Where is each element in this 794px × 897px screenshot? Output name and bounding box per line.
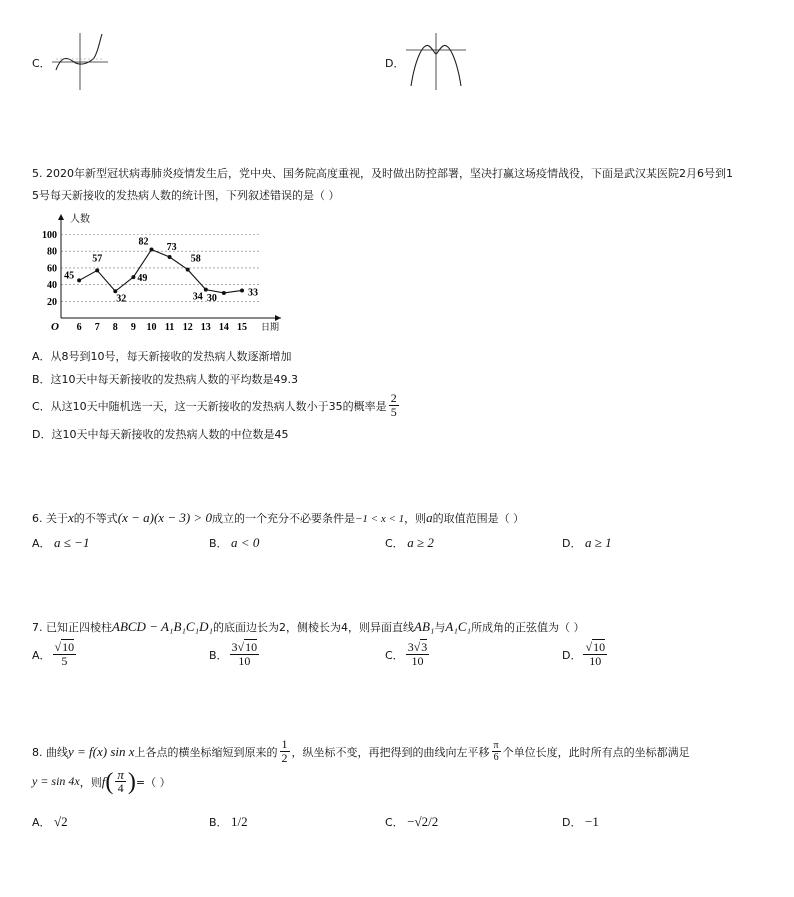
x-tick-label: 13	[200, 322, 211, 333]
data-label: 34	[192, 291, 203, 303]
q8-option-c-value: −√2/2	[407, 814, 439, 829]
q8-option-c	[385, 814, 438, 830]
y-tick-label: 100	[42, 230, 57, 241]
data-point	[222, 291, 226, 295]
q8-equation: y = sin 4x	[32, 774, 80, 788]
q7-option-d-rad: 10	[593, 640, 606, 654]
q5-option-d: D．这10天中每天新接收的发热病人数的中位数是45	[32, 428, 289, 441]
q7-option-b	[209, 641, 261, 668]
q8-stem-mid2: ，纵坐标不变，再把得到的曲线向左平移	[291, 745, 490, 759]
q8-option-d	[562, 814, 599, 830]
q5-stem-line1: 5. 2020年新型冠状病毒肺炎疫情发生后，党中央、国务院高度重视，及时做出防控部署，坚决打赢这场疫情战役，下面是武汉某医院2月6号到1	[32, 167, 733, 180]
q8-arg-num: π	[117, 767, 124, 782]
x-tick-label: 14	[218, 322, 229, 333]
q7-line-ab1: AB₁	[414, 619, 435, 634]
q7-option-d-fraction: $\frac{√10}{10}$	[585, 640, 606, 668]
y-tick-label: 40	[47, 280, 57, 292]
q8-stem-line1	[32, 738, 690, 765]
x-tick-label: 6	[76, 322, 82, 333]
q7-option-b-rad: 10	[245, 640, 258, 654]
q8-arg-fraction	[115, 768, 126, 795]
q7-prism: ABCD − A₁B₁C₁D₁	[112, 619, 213, 634]
q7-stem-mid: 的底面边长为2，侧棱长为4，则异面直线	[213, 621, 414, 634]
q8-shift-num: π	[493, 740, 499, 751]
q6-stem-mid: 的不等式	[73, 512, 118, 525]
q7-line-a1c1: A₁C₁	[445, 619, 472, 634]
q5-option-c-fraction	[389, 392, 399, 419]
data-label: 32	[116, 293, 127, 305]
q8-left-paren: (	[105, 768, 114, 795]
x-tick-label: 7	[94, 322, 100, 333]
q8-line2-mid: ，则	[79, 775, 102, 789]
q8-option-a-value: √2	[54, 814, 68, 829]
q6-option-a	[32, 535, 89, 551]
q4-option-c-label: C．	[32, 57, 51, 70]
data-point	[77, 278, 81, 282]
q7-option-c-fraction: $\frac{3√3}{10}$	[407, 640, 428, 668]
q7-option-b-den: 10	[238, 654, 251, 668]
q7-option-c	[385, 641, 431, 668]
q5-line-chart	[30, 210, 290, 335]
data-point	[131, 275, 135, 279]
q8-half-den: 2	[281, 751, 288, 765]
x-axis-title: 日期	[261, 322, 280, 332]
y-axis-arrow	[58, 214, 64, 220]
q8-arg-den: 4	[117, 781, 124, 795]
q5-option-c-text: C．从这10天中随机选一天，这一天新接收的发热病人数小于35的概率是	[32, 399, 387, 413]
q7-option-a-den: 5	[61, 654, 68, 668]
q8-curve: y = f(x) sin x	[68, 743, 135, 759]
q5-option-a: A．从8号到10号，每天新接收的发热病人数逐渐增加	[32, 350, 292, 363]
q7-option-d-label: D．	[562, 648, 582, 662]
q6-option-c	[385, 535, 434, 551]
q8-stem-mid: 上各点的横坐标缩短到原来的	[134, 745, 278, 759]
q6-option-a-value: a ≤ −1	[54, 535, 90, 550]
q7-option-c-label: C．	[385, 648, 404, 662]
series-line	[79, 250, 242, 293]
q7-option-b-fraction: $\frac{3√10}{10}$	[231, 640, 258, 668]
q6-stem-mid2: 成立的一个充分不必要条件是	[211, 512, 355, 525]
x-axis-arrow	[275, 315, 281, 321]
q6-var-x: x	[68, 510, 74, 525]
data-label: 58	[190, 253, 201, 265]
q7-option-c-coef: 3	[407, 640, 414, 654]
q6-option-a-label: A．	[32, 537, 51, 550]
q7-option-a-rad: 10	[62, 640, 75, 654]
x-tick-label: 11	[164, 322, 175, 333]
q7-option-a	[32, 641, 78, 668]
data-label: 33	[248, 287, 258, 299]
q4-option-c-graph	[48, 30, 110, 92]
q8-option-b-label: B．	[209, 816, 228, 829]
q4-option-d-graph	[403, 30, 469, 92]
data-label: 49	[137, 273, 148, 285]
q6-option-d-value: a ≥ 1	[584, 535, 612, 550]
q8-half-num: 1	[281, 737, 288, 751]
q8-shift-fraction	[492, 740, 501, 763]
q7-option-d	[562, 641, 609, 668]
q6-option-b-label: B．	[209, 537, 228, 550]
q8-option-b	[209, 814, 248, 830]
q6-stem-prefix: 6. 关于	[32, 512, 68, 525]
q7-option-a-fraction: $\frac{√10}{5}$	[54, 640, 75, 668]
q8-half-fraction	[280, 738, 290, 765]
q6-stem	[32, 510, 524, 526]
q8-shift-den: 6	[493, 752, 499, 763]
y-axis-title: 人数	[70, 214, 90, 225]
q8-stem-line2	[32, 768, 171, 795]
q8-stem-prefix: 8. 曲线	[32, 745, 68, 759]
y-tick-label: 60	[47, 263, 57, 275]
q7-option-c-rad: 3	[421, 640, 428, 654]
q8-option-a-label: A．	[32, 816, 51, 829]
data-label: 30	[206, 292, 217, 304]
y-tick-label: 80	[47, 246, 57, 258]
q6-option-c-value: a ≥ 2	[407, 535, 434, 550]
data-point	[95, 268, 99, 272]
q7-stem-prefix: 7. 已知正四棱柱	[32, 621, 112, 634]
q4-option-d-label: D．	[385, 57, 405, 70]
q8-f: f	[101, 773, 106, 789]
q8-option-a	[32, 814, 68, 830]
q5-option-c-frac-den: 5	[390, 405, 397, 419]
q6-option-d	[562, 535, 612, 551]
q6-option-b-value: a < 0	[231, 535, 260, 550]
q5-option-c	[32, 392, 401, 419]
q8-option-c-label: C．	[385, 816, 404, 829]
data-point	[186, 268, 190, 272]
data-point	[150, 248, 154, 252]
q6-condition: −1 < x < 1	[354, 513, 405, 525]
q7-option-a-label: A．	[32, 648, 51, 662]
q7-stem	[32, 619, 585, 635]
data-point	[168, 255, 172, 259]
q7-stem-end: 所成角的正弦值为（ ）	[471, 621, 585, 634]
data-label: 45	[64, 270, 75, 282]
q8-option-d-label: D．	[562, 816, 582, 829]
q6-stem-end: 的取值范围是（ ）	[432, 512, 525, 525]
q6-option-c-label: C．	[385, 537, 404, 550]
q7-stem-and: 与	[434, 621, 446, 634]
q7-option-c-den: 10	[411, 654, 424, 668]
q7-option-b-coef: 3	[231, 640, 238, 654]
data-label: 57	[92, 253, 103, 265]
x-tick-label: 15	[237, 322, 247, 333]
data-label: 73	[166, 242, 177, 254]
data-point	[240, 288, 244, 292]
q7-option-b-label: B．	[209, 648, 228, 662]
q6-stem-suffix: ，则	[404, 512, 427, 525]
q8-option-d-value: −1	[584, 814, 599, 829]
data-label: 82	[138, 236, 149, 248]
q7-option-d-den: 10	[589, 654, 602, 668]
q6-inequality: (x − a)(x − 3) > 0	[117, 510, 212, 525]
q8-stem-end: 个单位长度，此时所有点的坐标都满足	[502, 745, 690, 759]
x-tick-label: 12	[182, 322, 193, 333]
x-tick-label: 9	[130, 322, 136, 333]
q6-option-b	[209, 535, 259, 551]
q6-var-a: a	[426, 510, 433, 525]
x-tick-label: 8	[112, 322, 118, 333]
q6-option-d-label: D．	[562, 537, 582, 550]
q8-line2-end: =（ ）	[135, 775, 171, 789]
q5-option-b: B．这10天中每天新接收的发热病人数的平均数是49.3	[32, 373, 299, 386]
q5-option-c-frac-num: 2	[390, 391, 397, 405]
q8-option-b-value: 1/2	[231, 814, 248, 829]
data-point	[204, 288, 208, 292]
x-tick-label: 10	[146, 322, 157, 333]
y-tick-label: 20	[47, 296, 57, 308]
q5-stem-line2: 5号每天新接收的发热病人数的统计图，下列叙述错误的是（ ）	[32, 189, 340, 202]
q8-right-paren: )	[127, 768, 136, 795]
origin-label: O	[51, 321, 59, 333]
